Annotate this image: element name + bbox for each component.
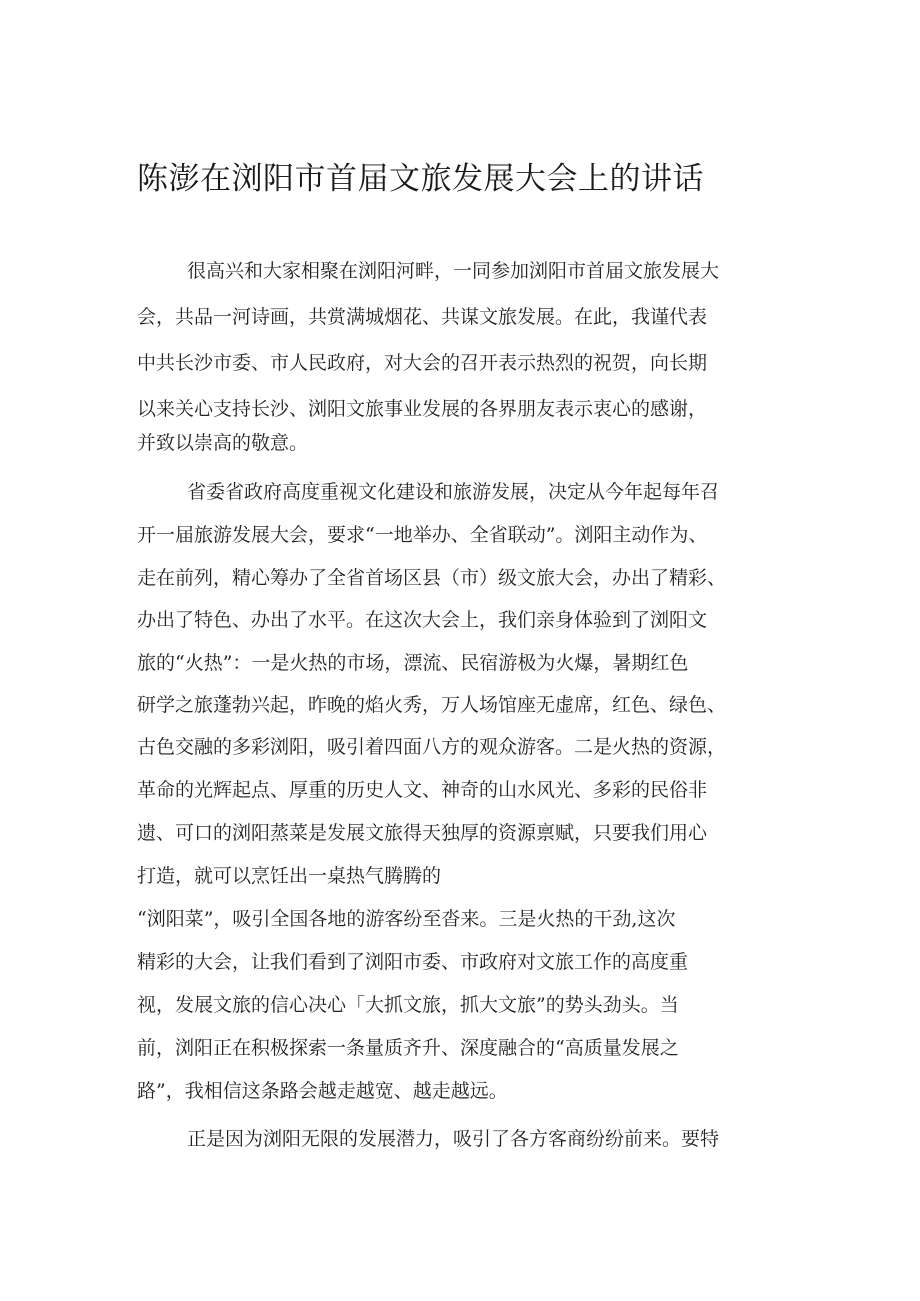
paragraph-2-line-4: 办出了特色、办出了水平。在这次大会上，我们亲身体验到了浏阳文: [137, 609, 708, 631]
paragraph-1-line-5: 并致以崇高的敬意。: [137, 432, 309, 454]
paragraph-1-line-1: 很高兴和大家相聚在浏阳河畔，一同参加浏阳市首届文旅发展大: [187, 260, 720, 282]
paragraph-2-line-13: 视，发展文旅的信心决心「大抓文旅，抓大文旅”的势头劲头。当: [137, 994, 679, 1016]
paragraph-2-line-10: 打造，就可以烹饪出一桌热气腾腾的: [137, 865, 442, 887]
paragraph-2-line-11: “浏阳菜”，吸引全国各地的游客纷至沓来。三是火热的干劲,这次: [137, 908, 676, 930]
paragraph-2-line-15: 路”，我相信这条路会越走越宽、越走越远。: [137, 1080, 508, 1102]
paragraph-2-line-14: 前，浏阳正在积极探索一条量质齐升、深度融合的“高质量发展之: [137, 1037, 679, 1059]
paragraph-2-line-2: 开一届旅游发展大会，要求“一地举办、全省联动”。浏阳主动作为、: [137, 524, 708, 546]
paragraph-3-line-1: 正是因为浏阳无限的发展潜力，吸引了各方客商纷纷前来。要特: [187, 1128, 720, 1150]
paragraph-1-line-4: 以来关心支持长沙、浏阳文旅事业发展的各界朋友表示衷心的感谢，: [137, 398, 708, 420]
paragraph-2-line-12: 精彩的大会，让我们看到了浏阳市委、市政府对文旅工作的高度重: [137, 951, 689, 973]
paragraph-2-line-7: 古色交融的多彩浏阳，吸引着四面八方的观众游客。二是火热的资源，: [137, 736, 727, 758]
paragraph-2-line-9: 遗、可口的浏阳蒸菜是发展文旅得天独厚的资源禀赋，只要我们用心: [137, 822, 708, 844]
paragraph-1-line-3: 中共长沙市委、市人民政府，对大会的召开表示热烈的祝贺，向长期: [137, 352, 708, 374]
paragraph-1-line-2: 会，共品一河诗画，共赏满城烟花、共谋文旅发展。在此，我谨代表: [137, 306, 708, 328]
document-title: 陈澎在浏阳市首届文旅发展大会上的讲话: [137, 161, 704, 197]
paragraph-2-line-6: 研学之旅蓬勃兴起，昨晚的焰火秀，万人场馆座无虚席，红色、绿色、: [137, 694, 727, 716]
paragraph-2-line-5: 旅的“火热”：一是火热的市场，漂流、民宿游极为火爆，暑期红色: [137, 652, 689, 674]
paragraph-2-line-8: 革命的光辉起点、厚重的历史人文、神奇的山水风光、多彩的民俗非: [137, 779, 708, 801]
paragraph-2-line-1: 省委省政府高度重视文化建设和旅游发展，决定从今年起每年召: [187, 481, 720, 503]
paragraph-2-line-3: 走在前列，精心筹办了全省首场区县（市）级文旅大会，办出了精彩、: [137, 567, 727, 589]
